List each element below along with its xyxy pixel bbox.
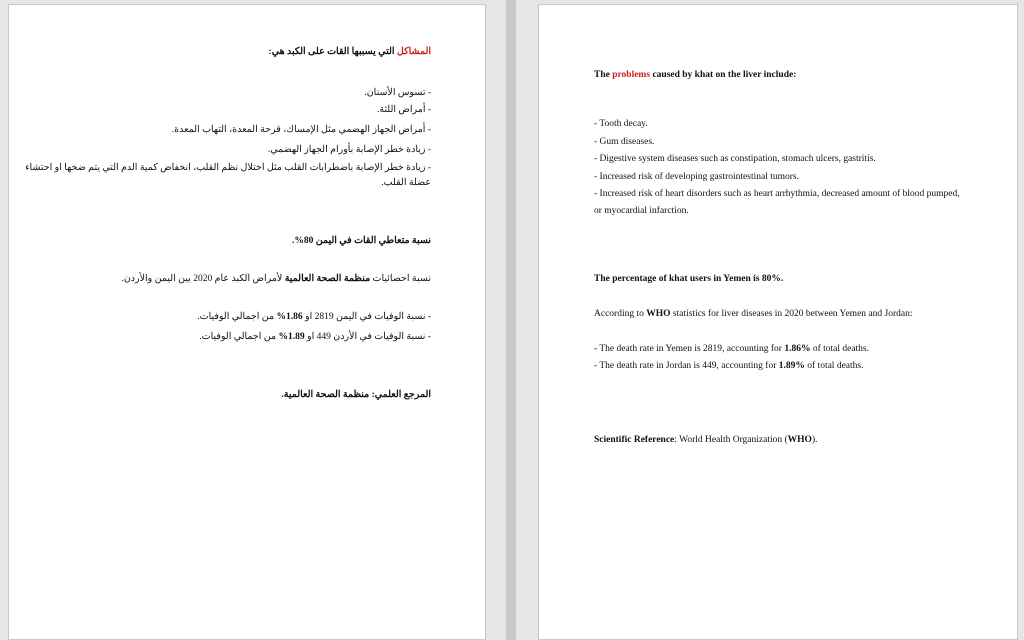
ar-item-3: - أمراض الجهاز الهضمي مثل الإمساك، قرحة المعدة، التهاب المعدة. xyxy=(171,125,431,135)
ar-stats-post: لأمراض الكبد عام 2020 بين اليمن والأردن. xyxy=(121,274,285,284)
en-item-2: - Gum diseases. xyxy=(594,137,655,147)
ar-jordan-post: من اجمالي الوفيات. xyxy=(199,332,279,342)
ar-item-2: - أمراض اللثة. xyxy=(376,105,431,115)
page-gutter xyxy=(506,0,516,640)
ar-jordan xyxy=(199,331,431,343)
ar-stats-pre: نسبة احصائيات xyxy=(370,274,431,284)
en-item-4: - Increased risk of developing gastrointestinal tumors. xyxy=(594,172,799,182)
ar-item-4: - زيادة خطر الإصابة بأورام الجهاز الهضمي. xyxy=(267,145,431,155)
en-ref-pre: : World Health Organization ( xyxy=(674,435,788,445)
en-jordan-pre: - The death rate in Jordan is 449, accounting for xyxy=(594,361,779,371)
ar-stats xyxy=(121,273,431,285)
en-item-1: - Tooth decay. xyxy=(594,119,648,129)
en-yemen xyxy=(594,343,869,355)
en-item-3: - Digestive system diseases such as constipation, stomach ulcers, gastritis. xyxy=(594,154,876,164)
ar-yemen-pre: - نسبة الوفيات في اليمن 2819 او xyxy=(302,312,431,322)
en-yemen-post: of total deaths. xyxy=(810,344,870,354)
en-jordan xyxy=(594,360,863,372)
en-stats xyxy=(594,308,912,320)
ar-stats-bold: منظمة الصحة العالمية xyxy=(284,274,371,284)
en-ref-label: Scientific Reference xyxy=(594,435,675,445)
en-heading-pre: The xyxy=(594,70,613,80)
ar-yemen xyxy=(197,311,431,323)
document-page-arabic xyxy=(8,4,486,640)
ar-percentage: نسبة متعاطي القات في اليمن 80%. xyxy=(291,236,431,246)
en-heading xyxy=(594,69,796,81)
en-stats-bold: WHO xyxy=(646,309,671,319)
en-jordan-bold: 1.89% xyxy=(778,361,805,371)
en-ref-bold: WHO xyxy=(787,435,812,445)
en-item-5: - Increased risk of heart disorders such as heart arrhythmia, decreased amount of blood pumped, or myocardial infarction. xyxy=(594,189,960,216)
ar-heading xyxy=(269,46,431,58)
ar-jordan-bold: 1.89% xyxy=(278,332,305,342)
ar-jordan-pre: - نسبة الوفيات في الأردن 449 او xyxy=(304,332,431,342)
ar-heading-red: المشاكل xyxy=(396,47,431,57)
ar-yemen-post: من اجمالي الوفيات. xyxy=(197,312,277,322)
en-yemen-pre: - The death rate in Yemen is 2819, accounting for xyxy=(594,344,785,354)
en-stats-pre: According to xyxy=(594,309,647,319)
en-heading-red: problems xyxy=(612,70,651,80)
en-percentage: The percentage of khat users in Yemen is 80%. xyxy=(594,274,784,284)
en-ref-post: ). xyxy=(811,435,818,445)
ar-item-5: - زيادة خطر الإصابة باضطرابات القلب مثل اختلال نظم القلب، انخفاض كمية الدم التي يتم ضخها او احتشاء xyxy=(25,163,431,173)
ar-item-5-cont: عضلة القلب. xyxy=(381,178,431,188)
ar-heading-rest: التي يسببها القات على الكبد هي: xyxy=(268,47,397,57)
ar-reference: المرجع العلمي: منظمة الصحة العالمية. xyxy=(281,390,431,400)
en-reference xyxy=(594,434,818,446)
document-page-english xyxy=(538,4,1018,640)
en-stats-post: statistics for liver diseases in 2020 between Yemen and Jordan: xyxy=(670,309,913,319)
ar-yemen-bold: 1.86% xyxy=(276,312,303,322)
en-yemen-bold: 1.86% xyxy=(784,344,811,354)
en-heading-post: caused by khat on the liver include: xyxy=(650,70,797,80)
ar-item-1: - تسوس الأسنان. xyxy=(364,88,431,98)
en-jordan-post: of total deaths. xyxy=(804,361,864,371)
